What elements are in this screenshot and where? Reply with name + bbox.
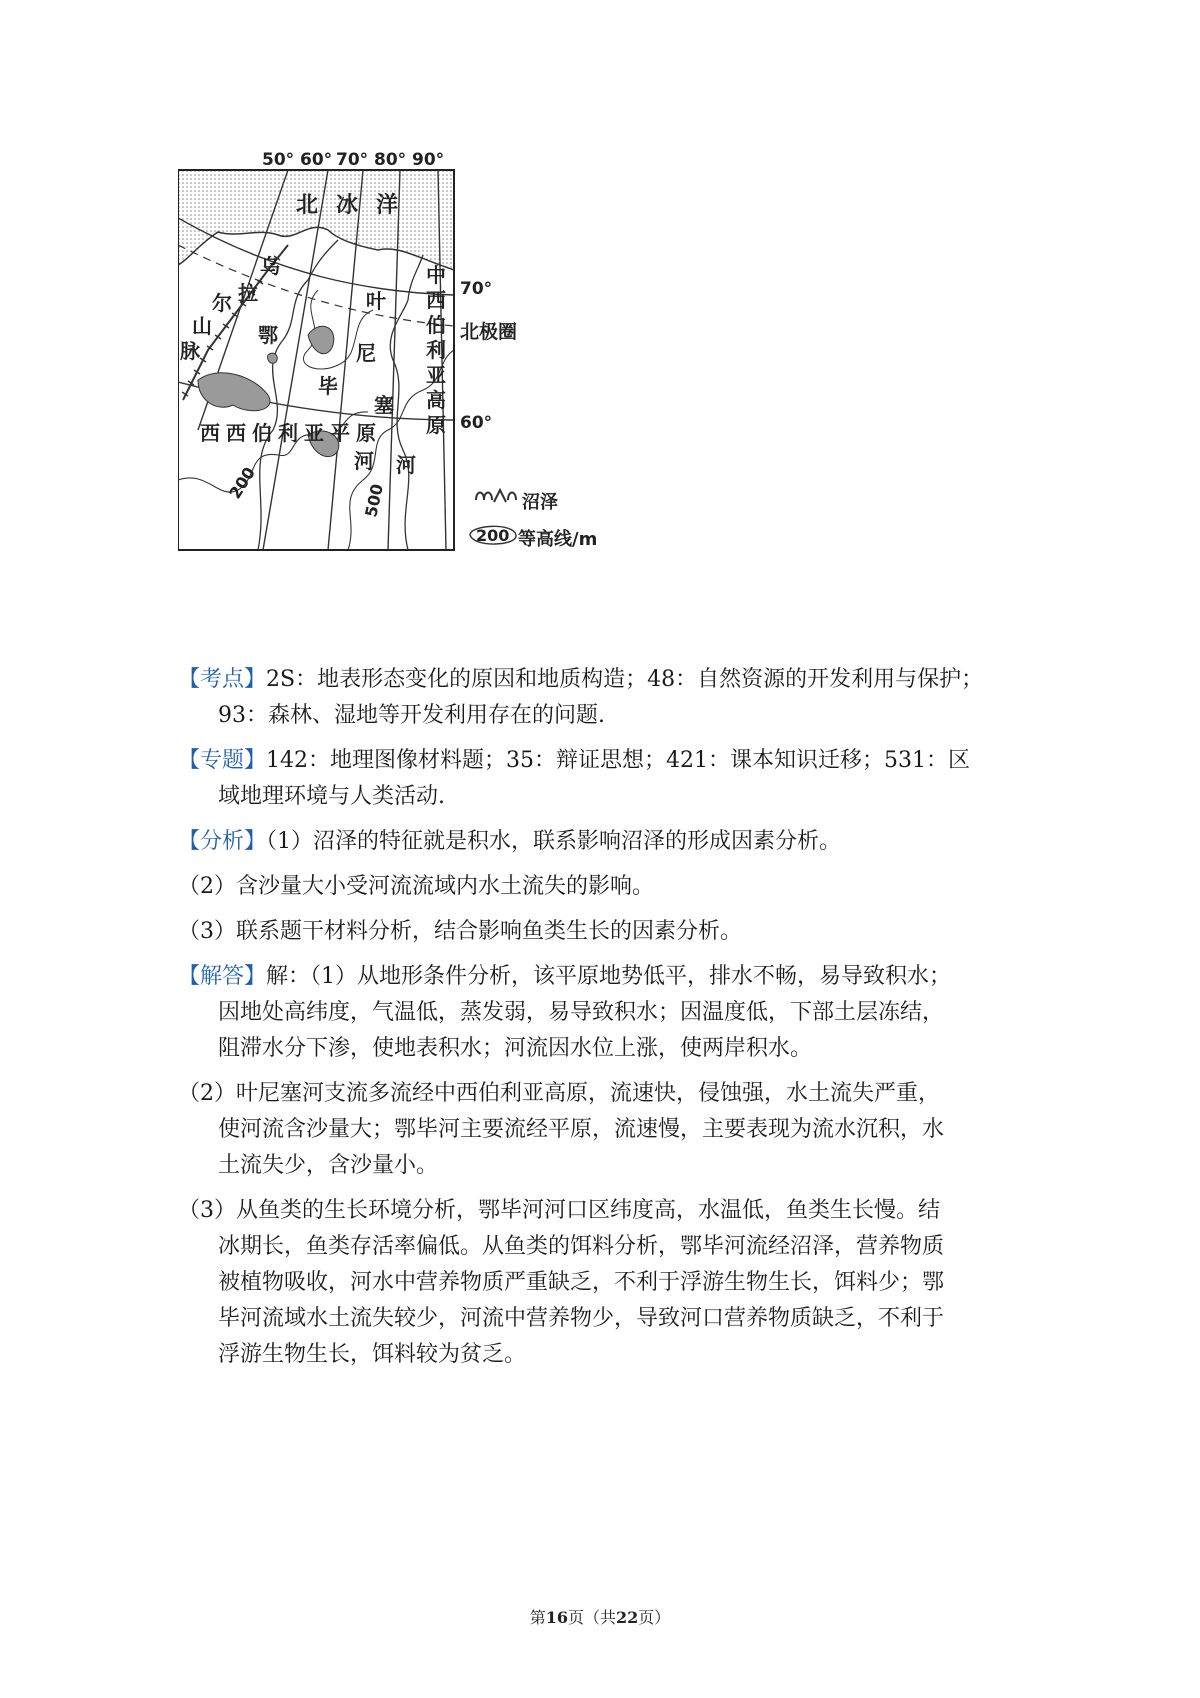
ural-label-1: 乌 [260,254,280,278]
swamp-patch-4 [268,353,278,363]
latitude-label-70: 70° [460,279,493,299]
plain-label-5: 亚 [304,421,324,445]
plateau-label-1: 中 [426,263,446,287]
ob-label-2: 毕 [318,374,338,398]
fenxi-tag: 【分析】 [178,829,267,854]
footer-total-pages: 22 [616,1608,639,1627]
latitude-label-60: 60° [460,413,493,433]
footer-page-number: 16 [545,1608,568,1627]
ural-label-5: 脉 [180,339,200,363]
jieda-p3-line3: 被植物吸收，河水中营养物质严重缺乏，不利于浮游生物生长，饵料少；鄂 [218,1270,945,1295]
fenxi-text-2: （2）含沙量大小受河流流域内水土流失的影响。 [178,874,654,899]
kaodian-text-line1: 2S：地表形态变化的原因和地质构造；48：自然资源的开发利用与保护； [266,667,984,692]
legend-contour-value: 200 [476,526,510,545]
footer-prefix: 第 [529,1608,546,1627]
swamp-patch-1 [308,326,334,353]
contour-label-200: 200 [225,463,260,503]
fenxi-block [178,824,1028,860]
kaodian-block [178,662,1028,734]
plain-label-4: 利 [278,421,298,445]
longitude-label-80: 80° [374,150,407,170]
jieda-p1-line2: 因地处高纬度，气温低，蒸发弱，易导致积水；因温度低，下部土层冻结， [218,1000,945,1025]
yenisei-label-1: 叶 [366,289,386,313]
legend-swamp-icon [476,490,516,502]
zhuanti-text-line2: 域地理环境与人类活动. [218,784,445,809]
plain-label-1: 西 [200,421,220,445]
plateau-label-2: 西 [426,288,446,312]
jieda-p3-line1: （3）从鱼类的生长环境分析，鄂毕河河口区纬度高，水温低，鱼类生长慢。结 [178,1198,940,1223]
jieda-p2-line3: 土流失少，含沙量小。 [218,1153,439,1178]
ocean-label-1: 北 [296,193,319,218]
siberia-map [178,150,658,600]
plateau-label-5: 亚 [426,363,446,387]
plateau-label-6: 高 [426,388,446,412]
jieda-block-1 [178,959,1028,1067]
ural-label-2: 拉 [238,281,258,305]
map-body [178,170,454,550]
yenisei-river [390,255,423,550]
jieda-p2-line2: 使河流含沙量大；鄂毕河主要流经平原，流速慢，主要表现为流水沉积，水 [218,1117,945,1142]
legend-swamp-label: 沼泽 [522,492,558,513]
yenisei-label-2: 尼 [356,341,376,365]
jieda-p1-line1: 解：（1）从地形条件分析，该平原地势低平，排水不畅，易导致积水； [266,964,952,989]
ocean-label-2: 冰 [336,193,359,218]
contour-label-500: 500 [361,482,387,519]
ocean-label-3: 洋 [376,193,399,218]
ural-label-3: 尔 [212,291,232,315]
river-label-yenisei: 河 [396,453,416,477]
plain-label-7: 原 [356,421,376,445]
footer-middle: 页（共 [567,1608,616,1627]
plain-label-6: 平 [330,421,350,445]
zhuanti-tag: 【专题】 [178,748,267,773]
plateau-label-4: 利 [426,338,446,362]
longitude-label-50: 50° [262,150,295,170]
map-svg [178,150,658,600]
longitude-label-90: 90° [412,150,445,170]
jieda-p3-line2: 冰期长，鱼类存活率偏低。从鱼类的饵料分析，鄂毕河流经沼泽，营养物质 [218,1234,945,1259]
longitude-label-70: 70° [336,150,369,170]
plateau-label-3: 伯 [426,313,446,337]
page-footer [0,1605,1200,1628]
jieda-p3-line4: 毕河流域水土流失较少，河流中营养物少，导致河口营养物质缺乏，不利于 [218,1306,945,1331]
jieda-block-3 [178,1193,1028,1373]
kaodian-text-line2: 93：森林、湿地等开发利用存在的问题. [218,703,605,728]
fenxi-text-3: （3）联系题干材料分析，结合影响鱼类生长的因素分析。 [178,919,742,944]
jieda-p3-line5: 浮游生物生长，饵料较为贫乏。 [218,1342,527,1367]
ural-label-4: 山 [192,314,212,338]
river-label-ob: 河 [354,449,374,473]
jieda-p1-line3: 阻滞水分下渗，使地表积水；河流因水位上涨，使两岸积水。 [218,1036,813,1061]
jieda-p2-line1: （2）叶尼塞河支流多流经中西伯利亚高原，流速快，侵蚀强，水土流失严重， [178,1081,940,1106]
yenisei-label-3: 塞 [374,393,394,417]
ob-label-1: 鄂 [258,323,278,347]
analysis-section [178,662,1028,1382]
map-legend [470,490,597,550]
plain-label-2: 西 [226,421,246,445]
swamp-patch-2 [198,373,270,411]
legend-contour-label: 等高线/m [518,529,598,550]
plateau-label-7: 原 [426,413,446,437]
jieda-block-2 [178,1076,1028,1184]
arctic-circle-label: 北极圈 [460,321,518,343]
footer-suffix: 页） [638,1608,671,1627]
zhuanti-text-line1: 142：地理图像材料题；35：辩证思想；421：课本知识迁移；531：区 [266,748,970,773]
kaodian-tag: 【考点】 [178,667,267,692]
fenxi-text-1: （1）沼泽的特征就是积水，联系影响沼泽的形成因素分析。 [266,829,842,854]
longitude-label-60: 60° [300,150,333,170]
plain-label-3: 伯 [252,421,272,445]
zhuanti-block [178,743,1028,815]
jieda-tag: 【解答】 [178,964,267,989]
